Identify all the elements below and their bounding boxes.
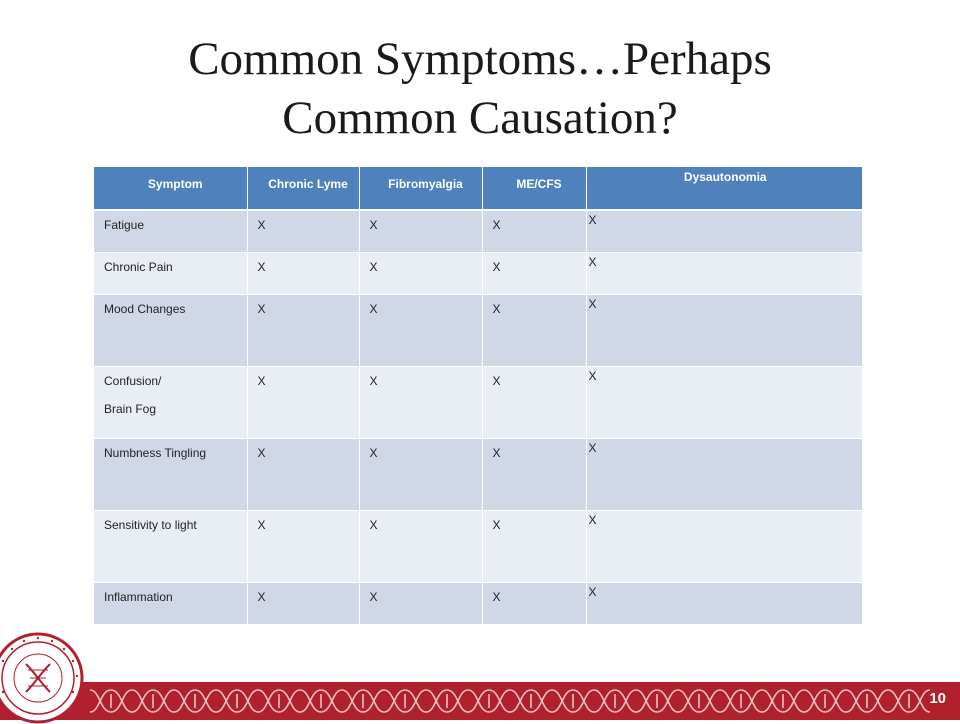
slide-title-line-2: Common Causation?: [0, 89, 960, 148]
cell-symptom: Inflammation: [94, 582, 247, 624]
dna-helix-pattern-icon: [0, 682, 960, 720]
table-row: [94, 510, 862, 582]
cell-me-cfs: X: [482, 510, 586, 582]
cell-dysautonomia: X: [586, 510, 862, 582]
slide-title: [0, 30, 960, 148]
cell-me-cfs: X: [482, 582, 586, 624]
table-row: [94, 366, 862, 438]
cell-dysautonomia: X: [586, 294, 862, 366]
page-number: 10: [929, 690, 946, 707]
college-seal-icon: [0, 632, 84, 724]
footer-band: [0, 682, 960, 720]
table-row: [94, 438, 862, 510]
cell-fibromyalgia: X: [359, 510, 482, 582]
cell-dysautonomia: X: [586, 210, 862, 252]
cell-dysautonomia: X: [586, 366, 862, 438]
symptom-line-1: Confusion/: [104, 374, 161, 388]
table-row: [94, 294, 862, 366]
cell-symptom: Mood Changes: [94, 294, 247, 366]
cell-symptom: Numbness Tingling: [94, 438, 247, 510]
cell-fibromyalgia: X: [359, 210, 482, 252]
cell-fibromyalgia: X: [359, 294, 482, 366]
cell-me-cfs: X: [482, 438, 586, 510]
symptom-comparison-table: [94, 167, 862, 625]
cell-chronic-lyme: X: [247, 210, 359, 252]
table-row: [94, 210, 862, 252]
header-chronic-lyme: Chronic Lyme: [247, 167, 359, 210]
cell-symptom: Sensitivity to light: [94, 510, 247, 582]
cell-me-cfs: X: [482, 210, 586, 252]
cell-dysautonomia: X: [586, 582, 862, 624]
header-symptom: Symptom: [94, 167, 247, 210]
table-row: [94, 582, 862, 624]
cell-chronic-lyme: X: [247, 510, 359, 582]
cell-chronic-lyme: X: [247, 252, 359, 294]
cell-symptom: Chronic Pain: [94, 252, 247, 294]
header-fibromyalgia: Fibromyalgia: [359, 167, 482, 210]
cell-fibromyalgia: X: [359, 438, 482, 510]
cell-me-cfs: X: [482, 294, 586, 366]
cell-dysautonomia: X: [586, 252, 862, 294]
cell-symptom: Fatigue: [94, 210, 247, 252]
symptom-line-2: Brain Fog: [104, 402, 247, 416]
cell-fibromyalgia: X: [359, 582, 482, 624]
table-header-row: [94, 167, 862, 210]
header-dysautonomia: Dysautonomia: [586, 167, 862, 210]
table-row: [94, 252, 862, 294]
cell-symptom: [94, 366, 247, 438]
cell-fibromyalgia: X: [359, 366, 482, 438]
cell-fibromyalgia: X: [359, 252, 482, 294]
slide-title-line-1: Common Symptoms…Perhaps: [0, 30, 960, 89]
cell-me-cfs: X: [482, 252, 586, 294]
header-me-cfs: ME/CFS: [482, 167, 586, 210]
cell-chronic-lyme: X: [247, 294, 359, 366]
cell-chronic-lyme: X: [247, 366, 359, 438]
cell-me-cfs: X: [482, 366, 586, 438]
cell-chronic-lyme: X: [247, 582, 359, 624]
cell-chronic-lyme: X: [247, 438, 359, 510]
cell-dysautonomia: X: [586, 438, 862, 510]
